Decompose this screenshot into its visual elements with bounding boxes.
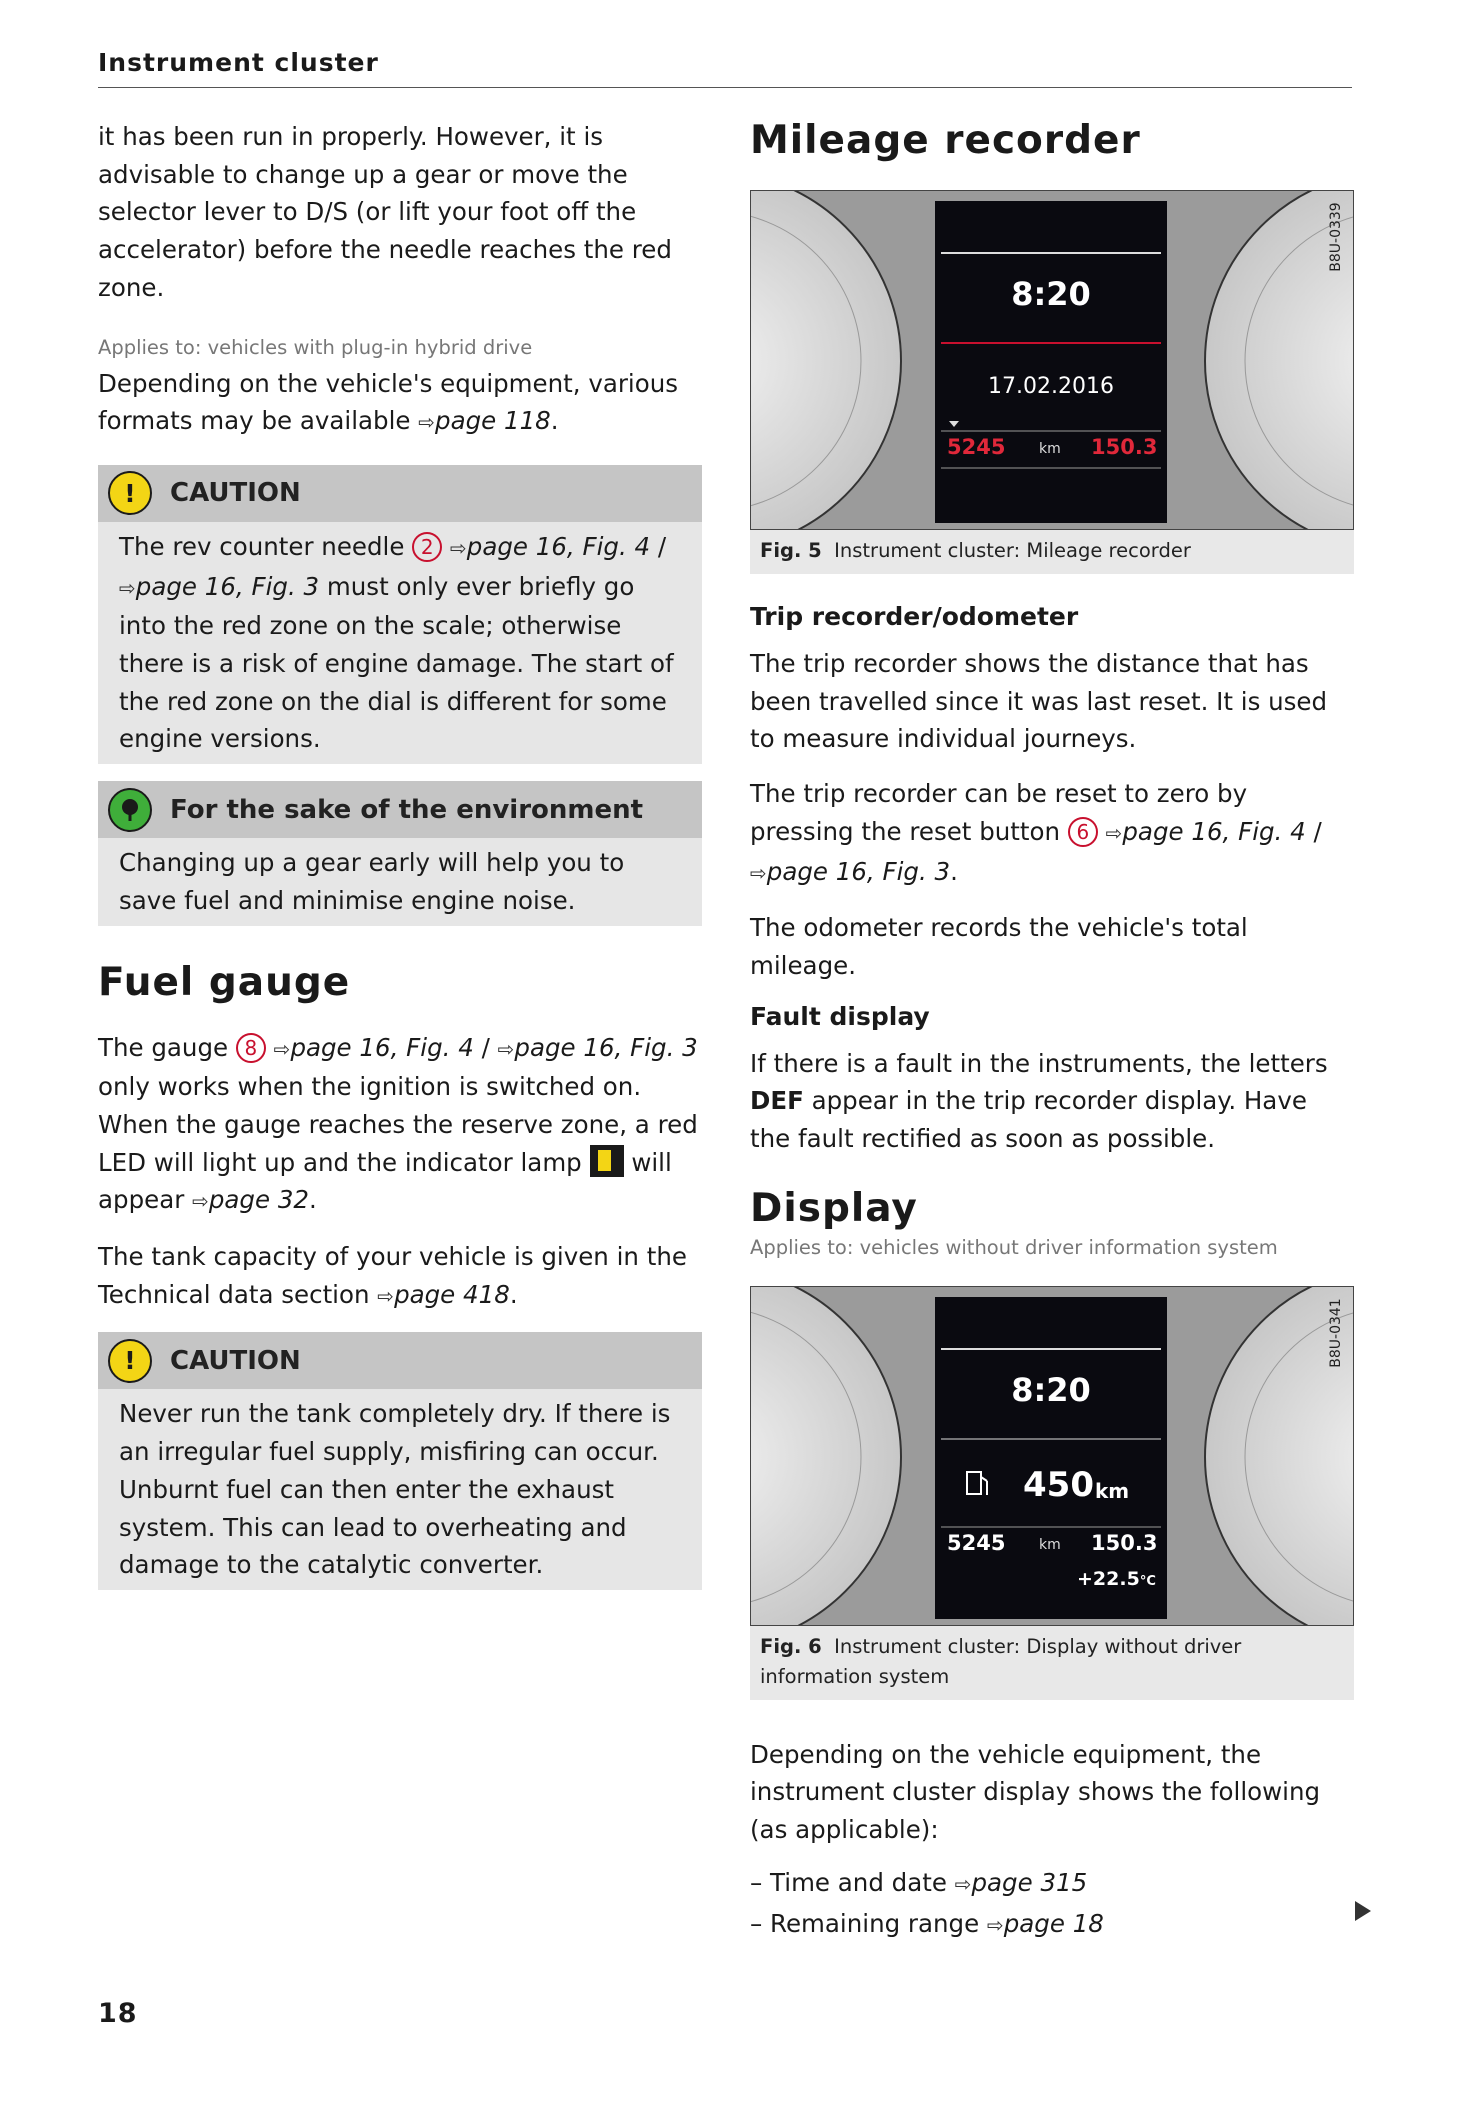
- fault-paragraph: If there is a fault in the instruments, the letters DEF appear in the trip recorder display. Have the fault rectified as soon as possible.: [750, 1048, 1328, 1154]
- cluster-image-display: [750, 1286, 1354, 1626]
- figure-5: [750, 190, 1354, 574]
- arrow-right-icon: ⇨: [377, 1283, 395, 1308]
- page-ref-link[interactable]: page 18: [1003, 1908, 1104, 1938]
- display-time: 8:20: [1011, 1370, 1091, 1409]
- page-ref-link[interactable]: page 16, Fig. 4: [466, 531, 651, 561]
- left-column: [98, 118, 702, 1590]
- arrow-right-icon: ⇨: [450, 535, 467, 560]
- page-ref-link[interactable]: page 16, Fig. 4: [1122, 816, 1306, 846]
- display-range: 450: [1023, 1464, 1094, 1505]
- arrow-right-icon: ⇨: [750, 860, 767, 885]
- figure-code-wrap: [1323, 197, 1349, 287]
- figure-caption: Fig. 5 Instrument cluster: Mileage recorder: [760, 539, 1191, 562]
- display-paragraph: Depending on the vehicle equipment, the instrument cluster display shows the following (as applicable):: [750, 1739, 1321, 1845]
- figure-caption: Fig. 6 Instrument cluster: Display without driver information system: [760, 1634, 1242, 1688]
- tree-icon: [108, 788, 152, 832]
- display-unit: km: [1039, 441, 1061, 457]
- display-range-unit: km: [1095, 1478, 1130, 1503]
- cluster-image-mileage: [750, 190, 1354, 530]
- intro-paragraph: it has been run in properly. However, it is advisable to change up a gear or move the selector lever to D/S (or lift your foot off the accelerator) before the needle reaches the red zone.: [98, 122, 672, 302]
- applies-hybrid: Applies to: vehicles with plug-in hybrid drive: [98, 335, 533, 359]
- continue-arrow-icon: [1355, 1901, 1371, 1921]
- arrow-right-icon: ⇨: [192, 1189, 209, 1214]
- fuel-gauge-paragraph: The gauge 8 ⇨page 16, Fig. 4 / ⇨page 16, Fig. 3 only works when the ignition is switched on. When the gauge reaches the reserve zone, a red LED will light up and the indicator lamp will appear ⇨page 32.: [98, 1032, 698, 1215]
- callout-number: 8: [236, 1033, 266, 1063]
- caution-icon: !: [108, 471, 152, 515]
- arrow-right-icon: ⇨: [273, 1036, 291, 1061]
- list-item: – Time and date ⇨page 315: [750, 1867, 1088, 1897]
- arrow-right-icon: ⇨: [418, 410, 436, 435]
- environment-title: For the sake of the environment: [170, 794, 644, 825]
- display-unit: km: [1039, 1536, 1061, 1553]
- arrow-right-icon: ⇨: [1105, 820, 1123, 845]
- caution-box-fuel: [98, 1332, 702, 1590]
- arrow-right-icon: ⇨: [119, 575, 136, 600]
- fuel-lamp-icon: [590, 1145, 624, 1177]
- caution-icon: !: [108, 1339, 152, 1383]
- trip-paragraph-2: The trip recorder can be reset to zero by pressing the reset button 6 ⇨page 16, Fig. 4 / ⇨page 16, Fig. 3.: [750, 779, 1322, 886]
- page-ref-link[interactable]: page 32: [208, 1185, 309, 1215]
- header-rule: [98, 87, 1352, 88]
- display-odometer: 5245: [947, 435, 1006, 459]
- caution-title: CAUTION: [170, 478, 301, 509]
- page-ref-link[interactable]: page 16, Fig. 4: [290, 1032, 474, 1062]
- list-item: – Remaining range ⇨page 18: [750, 1908, 1104, 1938]
- page-ref-link[interactable]: page 16, Fig. 3: [514, 1032, 698, 1062]
- caution-box-rev-counter: [98, 465, 702, 764]
- page-ref-link[interactable]: page 16, Fig. 3: [135, 571, 320, 601]
- page-ref-link[interactable]: page 16, Fig. 3: [766, 856, 951, 886]
- applies-display: Applies to: vehicles without driver information system: [750, 1235, 1278, 1259]
- right-column: [750, 118, 1354, 1945]
- page-number: 18: [98, 1998, 138, 2029]
- environment-box: [98, 781, 702, 925]
- trip-recorder-heading: Trip recorder/odometer: [750, 602, 1079, 631]
- display-list: [750, 1863, 1354, 1945]
- callout-number: 2: [412, 532, 442, 562]
- fuel-gauge-heading: Fuel gauge: [98, 959, 351, 1005]
- tank-capacity-paragraph: The tank capacity of your vehicle is given in the Technical data section ⇨page 418.: [98, 1242, 687, 1309]
- callout-number: 6: [1068, 817, 1098, 847]
- display-trip: 150.3: [1091, 435, 1158, 459]
- page-ref-link[interactable]: page 418: [394, 1279, 510, 1309]
- arrow-right-icon: ⇨: [986, 1912, 1004, 1937]
- figure-code: B8U-0341: [1328, 1298, 1344, 1368]
- display-odometer: 5245: [947, 1530, 1006, 1555]
- page-ref-link[interactable]: page 118: [435, 406, 551, 436]
- page-ref-link[interactable]: page 315: [971, 1867, 1088, 1897]
- formats-paragraph: Depending on the vehicle's equipment, various formats may be available ⇨page 118.: [98, 368, 678, 436]
- display-heading: Display: [750, 1185, 918, 1231]
- arrow-right-icon: ⇨: [497, 1036, 515, 1061]
- trip-paragraph-1: The trip recorder shows the distance that has been travelled since it was last reset. It is used to measure individual journeys.: [750, 649, 1328, 754]
- trip-paragraph-3: The odometer records the vehicle's total mileage.: [750, 913, 1248, 980]
- running-header: Instrument cluster: [98, 48, 379, 77]
- environment-header: [98, 781, 702, 838]
- environment-body: Changing up a gear early will help you to save fuel and minimise engine noise.: [119, 848, 625, 915]
- display-trip: 150.3: [1091, 1530, 1158, 1555]
- arrow-right-icon: ⇨: [954, 1871, 972, 1896]
- caution-body: The rev counter needle 2 ⇨page 16, Fig. 4 / ⇨page 16, Fig. 3 must only ever briefly go into the red zone on the scale; otherwise there is a risk of engine damage. The start of the red zone on the dial is different for some engine versions.: [119, 531, 674, 754]
- caution-title: CAUTION: [170, 1345, 301, 1376]
- mileage-recorder-heading: Mileage recorder: [750, 118, 1141, 163]
- figure-6: [750, 1286, 1354, 1700]
- caution-header: [98, 465, 702, 522]
- display-time: 8:20: [1011, 275, 1091, 313]
- figure-code: B8U-0339: [1328, 202, 1344, 272]
- figure-code-wrap: [1323, 1293, 1349, 1383]
- fault-display-heading: Fault display: [750, 1001, 930, 1031]
- display-temperature: +22.5°C: [1077, 1567, 1156, 1590]
- caution-header: [98, 1332, 702, 1389]
- caution-body: Never run the tank completely dry. If there is an irregular fuel supply, misfiring can occur. Unburnt fuel can then enter the exhaust system. This can lead to overheating and damage to the catalytic converter.: [119, 1399, 671, 1580]
- display-date: 17.02.2016: [988, 374, 1114, 399]
